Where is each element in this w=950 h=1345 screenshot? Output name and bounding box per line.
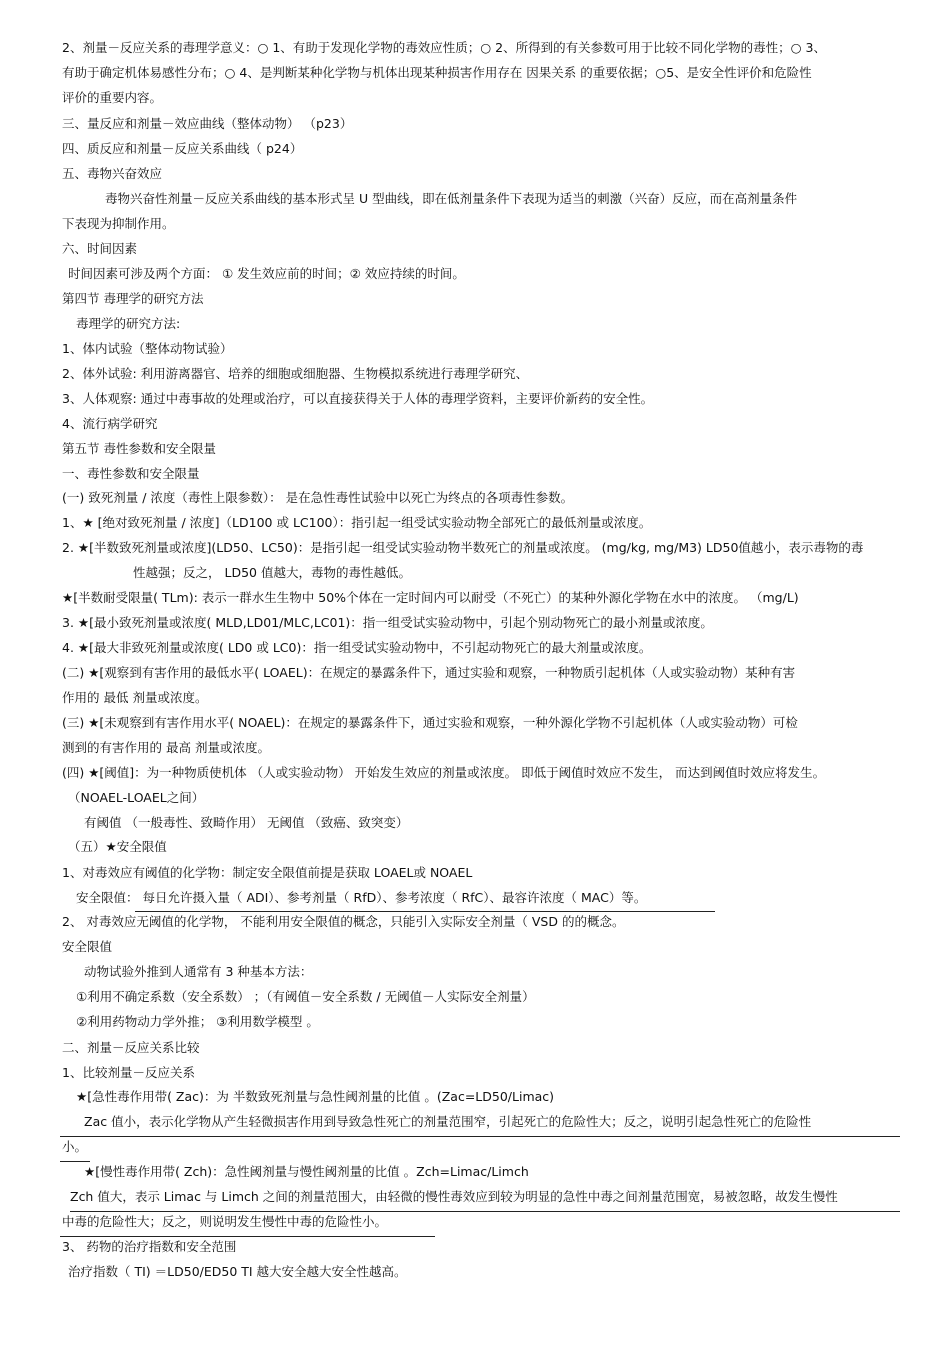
text-line: 2、剂量－反应关系的毒理学意义：○ 1、有助于发现化学物的毒效应性质；○ 2、所得到的有关参数可用于比较不同化学物的毒性；○ 3、 <box>62 40 826 55</box>
text-line: 性越强；反之， LD50 值越大，毒物的毒性越低。 <box>133 565 411 580</box>
text-line: ②利用药物动力学外推； ③利用数学模型 。 <box>76 1014 319 1029</box>
text-line: 一、毒性参数和安全限量 <box>62 466 200 481</box>
text-line: Zch 值大，表示 Limac 与 Limch 之间的剂量范围大，由轻微的慢性毒效应到较为明显的急性中毒之间剂量范围宽，易被忽略，故发生慢性 <box>70 1189 838 1204</box>
text-line: 毒理学的研究方法: <box>76 316 181 331</box>
text-line: （NOAEL-LOAEL之间） <box>68 790 205 805</box>
underline <box>60 1136 900 1137</box>
text-line: 1、体内试验（整体动物试验） <box>62 341 233 356</box>
text-line: ★[半数耐受限量( TLm): 表示一群水生生物中 50%个体在一定时间内可以耐受（不死亡）的某种外源化学物在水中的浓度。 （mg/L) <box>62 590 799 605</box>
text-line: 治疗指数（ TI) ＝LD50/ED50 TI 越大安全越大安全性越高。 <box>68 1264 407 1279</box>
text-line: 第五节 毒性参数和安全限量 <box>62 441 216 456</box>
text-line: (一) 致死剂量 / 浓度（毒性上限参数）： 是在急性毒性试验中以死亡为终点的各项毒性参数。 <box>62 490 574 505</box>
underline <box>135 911 715 912</box>
underline <box>60 1236 435 1237</box>
text-line: Zac 值小，表示化学物从产生轻微损害作用到导致急性死亡的剂量范围窄，引起死亡的危险性大；反之，说明引起急性死亡的危险性 <box>84 1114 812 1129</box>
text-line: 安全限值 <box>62 939 113 954</box>
text-line: ★[急性毒作用带( Zac)：为 半数致死剂量与急性阈剂量的比值 。(Zac=LD50/Limac) <box>76 1089 555 1104</box>
text-line: 4、流行病学研究 <box>62 416 158 431</box>
text-line: 3. ★[最小致死剂量或浓度( MLD,LD01/MLC,LC01)：指一组受试实验动物中，引起个别动物死亡的最小剂量或浓度。 <box>62 615 713 630</box>
text-line: 1、对毒效应有阈值的化学物：制定安全限值前提是获取 LOAEL或 NOAEL <box>62 865 473 880</box>
text-line: 四、质反应和剂量－反应关系曲线（ p24） <box>62 141 303 156</box>
text-line: 1、比较剂量－反应关系 <box>62 1065 195 1080</box>
text-line: 2. ★[半数致死剂量或浓度](LD50、LC50)：是指引起一组受试实验动物半数死亡的剂量或浓度。 (mg/kg, mg/M3) LD50值越小，表示毒物的毒 <box>62 540 864 555</box>
text-line: 2、 对毒效应无阈值的化学物， 不能利用安全限值的概念，只能引入实际安全剂量（ VSD 的的概念。 <box>62 914 625 929</box>
text-line: (四) ★[阈值]：为一种物质使机体 （人或实验动物） 开始发生效应的剂量或浓度。 即低于阈值时效应不发生， 而达到阈值时效应将发生。 <box>62 765 826 780</box>
text-line: （五）★安全限值 <box>68 839 167 854</box>
text-line: 3、 药物的治疗指数和安全范围 <box>62 1239 237 1254</box>
text-line: 三、量反应和剂量－效应曲线（整体动物） （p23） <box>62 116 353 131</box>
text-line: (三) ★[未观察到有害作用水平( NOAEL)：在规定的暴露条件下，通过实验和观察，一种外源化学物不引起机体（人或实验动物）可检 <box>62 715 798 730</box>
text-line: 4. ★[最大非致死剂量或浓度( LD0 或 LC0)：指一组受试实验动物中，不引起动物死亡的最大剂量或浓度。 <box>62 640 652 655</box>
text-line: 时间因素可涉及两个方面： ① 发生效应前的时间；② 效应持续的时间。 <box>68 266 465 281</box>
text-line: 安全限值： 每日允许摄入量（ ADI）、参考剂量（ RfD）、参考浓度（ RfC）、最容许浓度（ MAC）等。 <box>76 890 647 905</box>
text-line: (二) ★[观察到有害作用的最低水平( LOAEL)：在规定的暴露条件下，通过实验和观察，一种物质引起机体（人或实验动物）某种有害 <box>62 665 796 680</box>
text-line: 第四节 毒理学的研究方法 <box>62 291 204 306</box>
text-line: 2、体外试验: 利用游离器官、培养的细胞或细胞器、生物模拟系统进行毒理学研究、 <box>62 366 529 381</box>
text-line: ①利用不确定系数（安全系数） ；（有阈值－安全系数 / 无阈值－人实际安全剂量） <box>76 989 535 1004</box>
text-line: 六、时间因素 <box>62 241 138 256</box>
text-line: 3、人体观察: 通过中毒事故的处理或治疗，可以直接获得关于人体的毒理学资料，主要评价新药的安全性。 <box>62 391 654 406</box>
text-line: 测到的有害作用的 最高 剂量或浓度。 <box>62 740 270 755</box>
underline <box>60 1161 90 1162</box>
text-line: 下表现为抑制作用。 <box>62 216 175 231</box>
text-line: 动物试验外推到人通常有 3 种基本方法： <box>84 964 313 979</box>
text-line: 毒物兴奋性剂量－反应关系曲线的基本形式呈 U 型曲线，即在低剂量条件下表现为适当的刺激（兴奋）反应，而在高剂量条件 <box>105 191 798 206</box>
text-line: ★[慢性毒作用带( Zch)：急性阈剂量与慢性阈剂量的比值 。Zch=Limac/Limch <box>84 1164 529 1179</box>
text-line: 中毒的危险性大；反之，则说明发生慢性中毒的危险性小。 <box>62 1214 388 1229</box>
text-line: 五、毒物兴奋效应 <box>62 166 163 181</box>
text-line: 1、★ [绝对致死剂量 / 浓度]（LD100 或 LC100）：指引起一组受试实验动物全部死亡的最低剂量或浓度。 <box>62 515 652 530</box>
underline <box>70 1211 900 1212</box>
text-line: 作用的 最低 剂量或浓度。 <box>62 690 208 705</box>
text-line: 二、剂量－反应关系比较 <box>62 1040 200 1055</box>
text-line: 评价的重要内容。 <box>62 90 163 105</box>
text-line: 小。 <box>62 1139 88 1154</box>
text-line: 有助于确定机体易感性分布；○ 4、是判断某种化学物与机体出现某种损害作用存在 因果关系 的重要依据；○5、是安全性评价和危险性 <box>62 65 812 80</box>
text-line: 有阈值 （一般毒性、致畸作用） 无阈值 （致癌、致突变） <box>84 815 409 830</box>
